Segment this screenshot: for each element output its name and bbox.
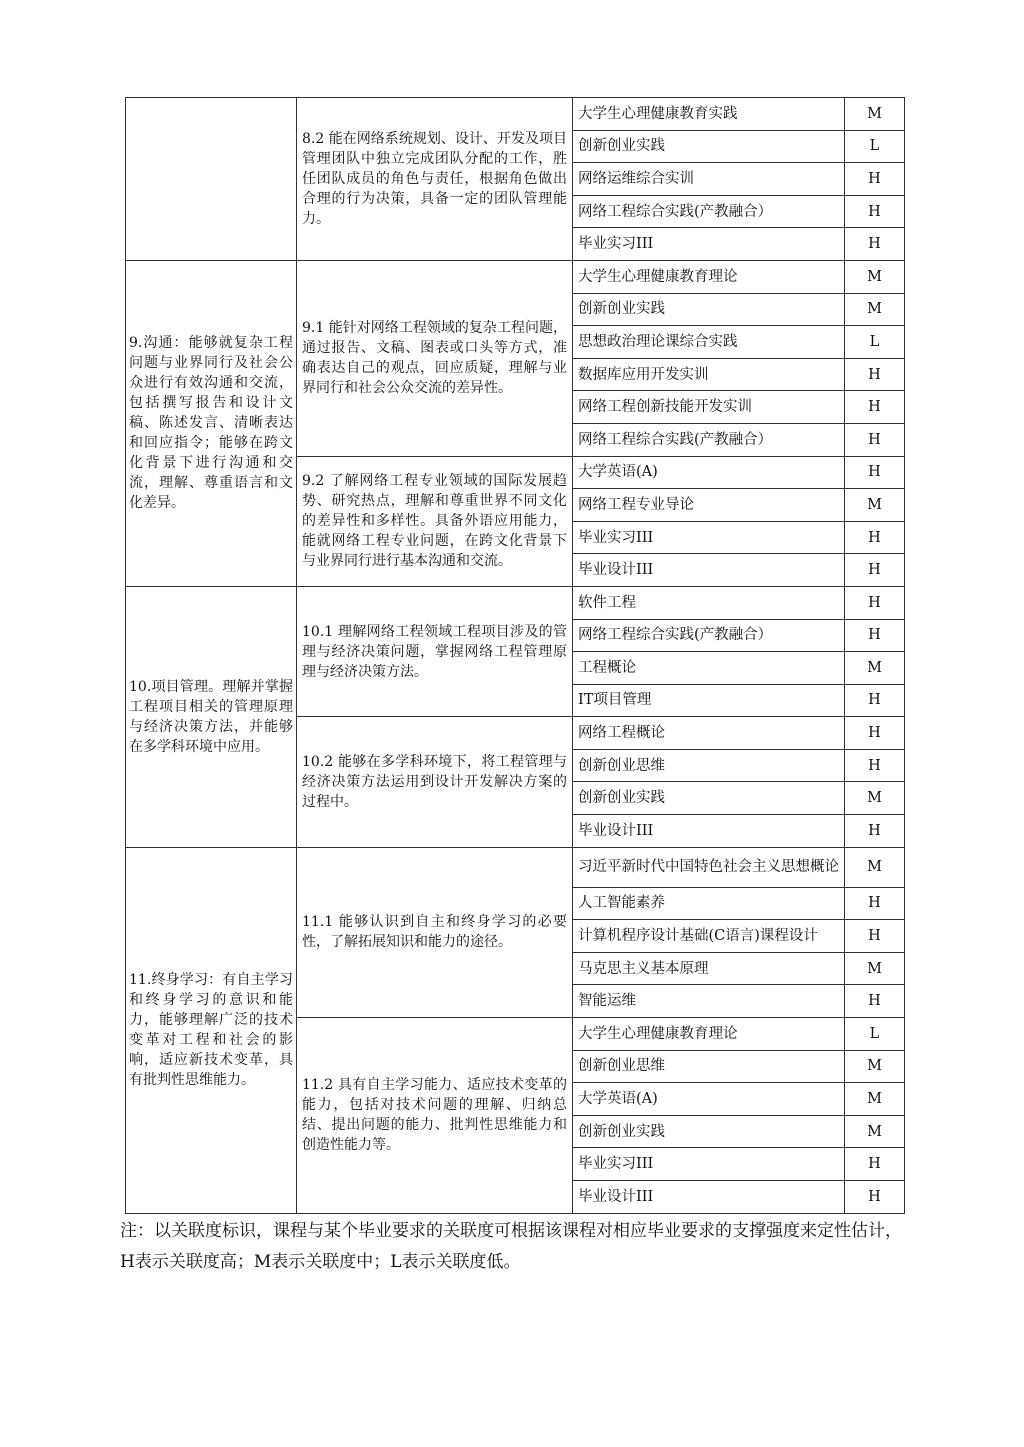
relevance-level-cell: H <box>845 554 905 587</box>
course-name-cell: IT项目管理 <box>573 684 845 717</box>
course-name-cell: 大学生心理健康教育实践 <box>573 98 845 131</box>
course-name-cell: 创新创业实践 <box>573 130 845 163</box>
table-row <box>126 586 905 619</box>
indicator-point-cell: 10.1 理解网络工程领域工程项目涉及的管理与经济决策问题，掌握网络工程管理原理与经济决策方法。 <box>297 586 573 716</box>
course-name-cell: 网络工程创新技能开发实训 <box>573 391 845 424</box>
course-name-cell: 计算机程序设计基础(C语言)课程设计 <box>573 920 845 953</box>
relevance-level-cell: M <box>845 952 905 985</box>
relevance-level-cell: M <box>845 98 905 131</box>
course-name-cell: 大学生心理健康教育理论 <box>573 1018 845 1051</box>
relevance-level-cell: M <box>845 1083 905 1116</box>
course-name-cell: 软件工程 <box>573 586 845 619</box>
course-name-cell: 智能运维 <box>573 985 845 1018</box>
indicator-point-cell: 11.2 具有自主学习能力、适应技术变革的能力，包括对技术问题的理解、归纳总结、提出问题的能力、批判性思维能力和创造性能力等。 <box>297 1018 573 1214</box>
requirements-table-body <box>126 98 905 1214</box>
relevance-level-cell: H <box>845 887 905 920</box>
course-name-cell: 思想政治理论课综合实践 <box>573 326 845 359</box>
relevance-level-cell: H <box>845 1181 905 1214</box>
relevance-level-cell: H <box>845 684 905 717</box>
relevance-level-cell: H <box>845 1148 905 1181</box>
graduation-requirement-cell: 10.项目管理。理解并掌握工程项目相关的管理原理与经济决策方法，并能够在多学科环境中应用。 <box>126 586 297 847</box>
relevance-level-cell: M <box>845 1050 905 1083</box>
course-name-cell: 大学英语(A) <box>573 1083 845 1116</box>
course-name-cell: 人工智能素养 <box>573 887 845 920</box>
indicator-point-cell: 10.2 能够在多学科环境下，将工程管理与经济决策方法运用到设计开发解决方案的过程中。 <box>297 717 573 847</box>
relevance-level-cell: M <box>845 293 905 326</box>
table-row <box>126 260 905 293</box>
relevance-level-cell: H <box>845 815 905 848</box>
relevance-level-cell: M <box>845 847 905 887</box>
graduation-requirement-cell <box>126 98 297 261</box>
course-name-cell: 网络工程概论 <box>573 717 845 750</box>
graduation-requirement-cell: 11.终身学习：有自主学习和终身学习的意识和能力，能够理解广泛的技术变革对工程和社会的影响，适应新技术变革，具有批判性思维能力。 <box>126 847 297 1213</box>
course-name-cell: 网络运维综合实训 <box>573 163 845 196</box>
relevance-level-cell: L <box>845 326 905 359</box>
relevance-level-cell: L <box>845 130 905 163</box>
relevance-level-cell: H <box>845 985 905 1018</box>
graduation-requirement-cell: 9.沟通：能够就复杂工程问题与业界同行及社会公众进行有效沟通和交流，包括撰写报告和设计文稿、陈述发言、清晰表达和回应指令；能够在跨文化背景下进行沟通和交流，理解、尊重语言和文化差异。 <box>126 260 297 586</box>
indicator-point-cell: 9.2 了解网络工程专业领域的国际发展趋势、研究热点，理解和尊重世界不同文化的差异性和多样性。具备外语应用能力，能就网络工程专业问题，在跨文化背景下与业界同行进行基本沟通和交流。 <box>297 456 573 586</box>
course-name-cell: 创新创业实践 <box>573 782 845 815</box>
course-name-cell: 工程概论 <box>573 652 845 685</box>
table-row <box>126 847 905 887</box>
relevance-level-cell: H <box>845 358 905 391</box>
course-name-cell: 毕业实习III <box>573 228 845 261</box>
course-name-cell: 毕业设计III <box>573 554 845 587</box>
course-name-cell: 创新创业实践 <box>573 1115 845 1148</box>
course-name-cell: 创新创业思维 <box>573 749 845 782</box>
indicator-point-cell: 8.2 能在网络系统规划、设计、开发及项目管理团队中独立完成团队分配的工作，胜任团队成员的角色与责任，根据角色做出合理的行为决策，具备一定的团队管理能力。 <box>297 98 573 261</box>
relevance-level-cell: H <box>845 423 905 456</box>
course-name-cell: 毕业实习III <box>573 1148 845 1181</box>
relevance-level-cell: M <box>845 260 905 293</box>
relevance-level-cell: H <box>845 391 905 424</box>
course-name-cell: 数据库应用开发实训 <box>573 358 845 391</box>
course-name-cell: 网络工程专业导论 <box>573 489 845 522</box>
course-name-cell: 毕业实习III <box>573 521 845 554</box>
table-row <box>126 98 905 131</box>
relevance-level-cell: H <box>845 586 905 619</box>
course-name-cell: 创新创业实践 <box>573 293 845 326</box>
relevance-level-cell: H <box>845 717 905 750</box>
indicator-point-cell: 11.1 能够认识到自主和终身学习的必要性，了解拓展知识和能力的途径。 <box>297 847 573 1017</box>
relevance-level-cell: L <box>845 1018 905 1051</box>
relevance-level-cell: H <box>845 920 905 953</box>
relevance-level-cell: H <box>845 456 905 489</box>
course-name-cell: 大学生心理健康教育理论 <box>573 260 845 293</box>
course-name-cell: 毕业设计III <box>573 1181 845 1214</box>
course-name-cell: 大学英语(A) <box>573 456 845 489</box>
relevance-level-cell: M <box>845 1115 905 1148</box>
course-name-cell: 毕业设计III <box>573 815 845 848</box>
course-name-cell: 马克思主义基本原理 <box>573 952 845 985</box>
relevance-level-cell: H <box>845 749 905 782</box>
relevance-level-cell: H <box>845 521 905 554</box>
course-name-cell: 创新创业思维 <box>573 1050 845 1083</box>
relevance-level-cell: H <box>845 228 905 261</box>
relevance-level-cell: M <box>845 652 905 685</box>
requirements-matrix-table <box>125 97 905 1214</box>
course-name-cell: 习近平新时代中国特色社会主义思想概论 <box>573 847 845 887</box>
course-name-cell: 网络工程综合实践(产教融合） <box>573 195 845 228</box>
relevance-level-cell: H <box>845 195 905 228</box>
footnote: 注：以关联度标识，课程与某个毕业要求的关联度可根据该课程对相应毕业要求的支撑强度来定性估计，H表示关联度高；M表示关联度中；L表示关联度低。 <box>120 1221 902 1272</box>
course-name-cell: 网络工程综合实践(产教融合） <box>573 619 845 652</box>
relevance-level-cell: M <box>845 489 905 522</box>
indicator-point-cell: 9.1 能针对网络工程领域的复杂工程问题，通过报告、文稿、图表或口头等方式，准确表达自己的观点，回应质疑，理解与业界同行和社会公众交流的差异性。 <box>297 260 573 456</box>
relevance-level-cell: M <box>845 782 905 815</box>
relevance-level-cell: H <box>845 163 905 196</box>
relevance-level-cell: H <box>845 619 905 652</box>
course-name-cell: 网络工程综合实践(产教融合） <box>573 423 845 456</box>
